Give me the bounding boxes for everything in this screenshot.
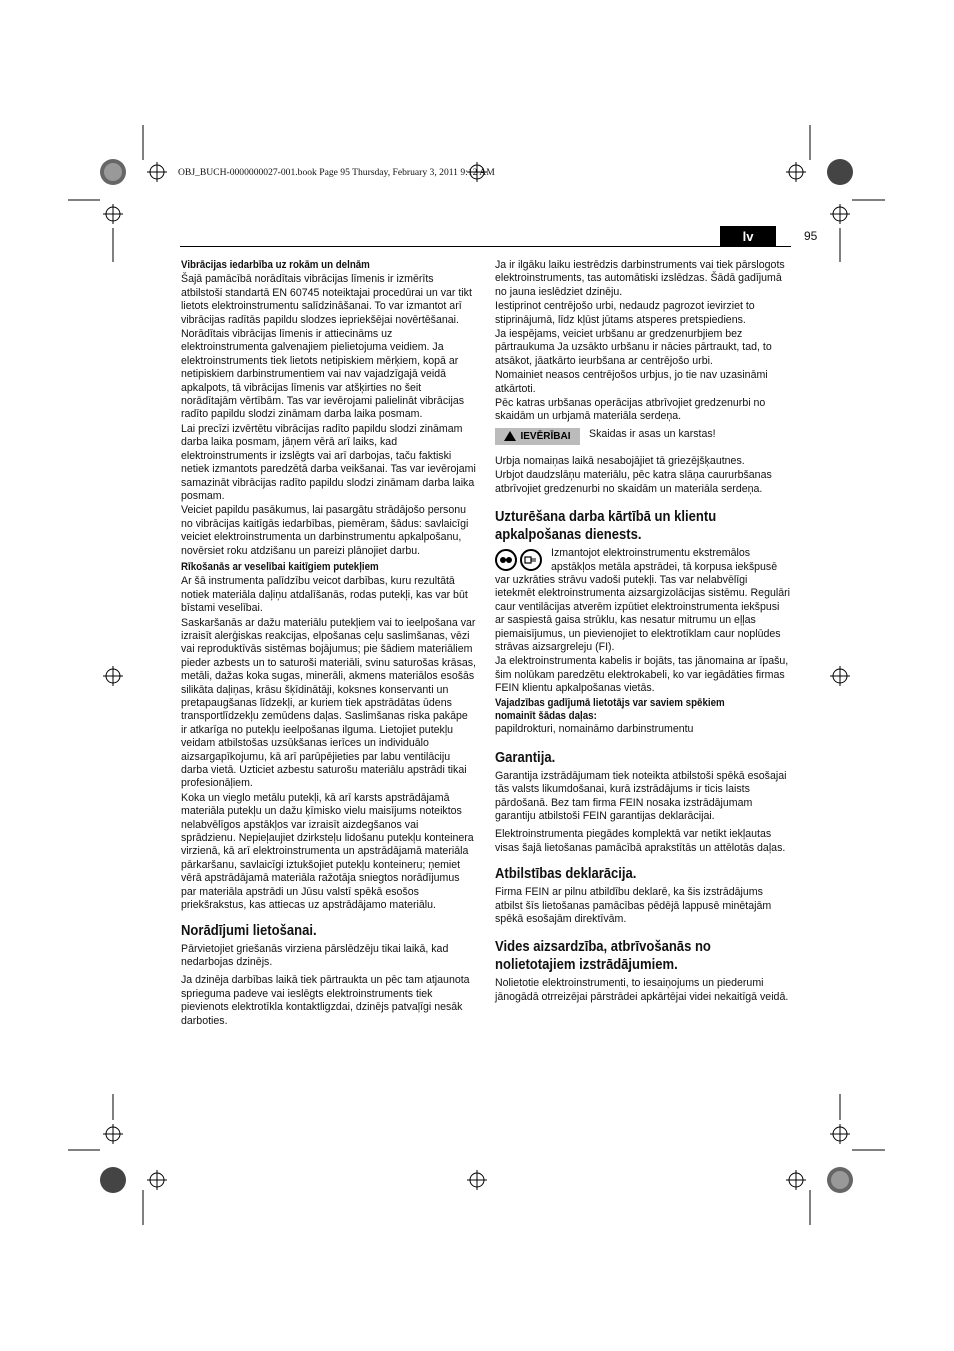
right-column	[495, 259, 790, 1005]
warranty-heading: Garantija.	[495, 749, 556, 766]
usage-heading: Norādījumi lietošanai.	[181, 922, 317, 939]
paragraph: Ja dzinēja darbības laikā tiek pārtraukta un pēc tam atjaunota sprieguma padeve vai ieslēgts elektroinstruments tiek pievienots elektrotīkla kontaktligzdai, dzinējs patvaļīgi nesāk darboties.	[181, 974, 470, 1027]
goggles-icon	[495, 549, 517, 571]
page-number: 95	[804, 229, 818, 243]
paragraph: Ar šā instrumenta palīdzību veicot darbības, kuru rezultātā notiek materiāla daļiņu atdalīšanās, rodas putekļi, kas var būt bīstami veselībai.	[181, 575, 468, 615]
left-column	[181, 259, 476, 1029]
paragraph: Koka un vieglo metālu putekļi, kā arī karsts apstrādājamā materiāla putekļu un dažu ķīmisko vielu maisījums noteiktos nelabvēlīgos apstākļos var izraisīt aizdegšanos vai sprādzienu. Nepieļaujiet dzirksteļu lidošanu putekļu konteinera virzienā, kā arī elektroinstrumenta un apstrādājamā materiāla pārkaršanu, savlaicīgi iztukšojiet putekļu konteineru; ņemiet vērā apstrādājamā materiāla ražotāja sniegtos norādījumus par materiāla apstrādi un Jūsu valstī spēkā esošos priekšrakstus, kas attiecas uz apstrādājamo materiālu.	[181, 791, 474, 912]
paragraph: Ja iespējams, veiciet urbšanu ar gredzenurbjiem bez pārtraukuma Ja uzsākto urbšanu ir nācies pārtraukt, tad, to atsākot, jāatkārto ieurbšana ar centrējošo urbi.	[495, 328, 772, 367]
paragraph: Urbjot daudzslāņu materiālu, pēc katra slāņa caururbšanas atbrīvojiet gredzenurbi no skaidām un materiāla serdeņa.	[495, 469, 772, 495]
paragraph: Garantija izstrādājumam tiek noteikta atbilstoši spēkā esošajai tās valsts likumdošanai, kurā izstrādājums ir ticis laists pārdošanā. Bez tam firma FEIN nosaka izstrādājumam garantiju atbilstoši FEIN garantijas deklarācijai.	[495, 769, 787, 822]
parts-heading-line1: Vajadzības gadījumā lietotājs var saviem spēkiem	[495, 696, 725, 709]
paragraph: Nolietotie elektroinstrumenti, to iesaiņojums un piederumi jānogādā otrreizējai pārstrādei apkārtējai videi nekaitīgā veidā.	[495, 977, 789, 1003]
safety-icons	[495, 549, 545, 571]
paragraph: Norādītais vibrācijas līmenis ir attiecināms uz elektroinstrumenta galvenajiem pielietojuma veidiem. Ja elektroinstruments tiek lietots netipiskiem mērķiem, kopā ar netipiskiem darbinstrumentiem vai nav vajadzīgajā veidā apkalpots, tā vibrācijas līmenis var atšķirties no šeit norādītajām vērtībām. Tas var ievērojami palielināt vibrācijas radīto papildu slodzi zināmam darba laika posmam.	[181, 328, 465, 421]
warning-triangle-icon	[504, 431, 516, 441]
paragraph: Iestiprinot centrējošo urbi, nedaudz pagrozot ievirziet to stiprinājumā, līdz kļūst jūtams atsperes pretspiediens.	[495, 300, 755, 326]
paragraph: Pēc katras urbšanas operācijas atbrīvojiet gredzenurbi no skaidām un urbjamā materiāla serdeņa.	[495, 397, 766, 423]
parts-heading-line2: nomainīt šādas daļas:	[495, 709, 597, 722]
language-tag: lv	[720, 226, 776, 246]
paragraph: papildrokturi, nomaināmo darbinstrumentu	[495, 723, 694, 736]
environment-heading-line2: nolietotajiem izstrādājumiem.	[495, 957, 678, 974]
paragraph: Elektroinstrumenta piegādes komplektā var netikt iekļautas visas šajā lietošanas pamācībā aprakstītās un attēlotās daļas.	[495, 828, 786, 854]
paragraph: Nomainiet neasos centrējošos urbjus, jo tie nav uzasināmi atkārtoti.	[495, 369, 768, 395]
warning-badge: IEVĒRĪBAI	[495, 428, 580, 445]
declaration-heading: Atbilstības deklarācija.	[495, 866, 637, 883]
paragraph: Ja ir ilgāku laiku iestrēdzis darbinstruments vai tiek pārslogots elektroinstruments, tas automātiski izslēdzas. Šādā gadījumā no jauna ieslēdziet dzinēju.	[495, 259, 785, 298]
vibration-heading: Vibrācijas iedarbība uz rokām un delnām	[181, 259, 370, 271]
paragraph: Veiciet papildu pasākumus, lai pasargātu strādājošo personu no vibrācijas kaitīgās iedarbības, piemēram, šādus: savlaicīgi veiciet elektroinstrumenta un darbinstrumentu apkalpošanu, novērsiet roku atdzišanu un pareizi plānojiet darbu.	[181, 504, 469, 557]
paragraph: Šajā pamācībā norādītais vibrācijas līmenis ir izmērīts atbilstoši standartā EN 60745 noteiktajai procedūrai un var tikt lietots elektroinstrumentu salīdzināšanai. To var izmantot arī vibrācijas radītās papildu slodzes iepriekšējai novērtēšanai.	[181, 273, 472, 326]
service-heading-line1: Uzturēšana darba kārtībā un klientu	[495, 509, 717, 526]
book-header: OBJ_BUCH-0000000027-001.book Page 95 Thursday, February 3, 2011 9:12 AM	[178, 167, 495, 178]
paragraph: Lai precīzi izvērtētu vibrācijas radīto papildu slodzi zināmam darba laika posmam, jāņem vērā arī laiks, kad elektroinstruments ir izslēgts vai arī darbojas, taču faktiski netiek izmantots paredzētā darba veikšanai. Tas var ievērojami samazināt vibrācijas radīto papildu slodzi zināmam darba laika posmam.	[181, 422, 476, 502]
service-heading-line2: apkalpošanas dienests.	[495, 527, 642, 544]
header-rule	[180, 246, 791, 247]
environment-heading-line1: Vides aizsardzība, atbrīvošanās no	[495, 939, 711, 956]
plug-icon	[520, 549, 542, 571]
paragraph: Firma FEIN ar pilnu atbildību deklarē, ka šis izstrādājums atbilst šīs lietošanas pamācības pēdējā lappusē minētajām spēkā esošajām direktīvām.	[495, 886, 772, 926]
warning-text: Skaidas ir asas un karstas!	[589, 427, 716, 440]
paragraph: Urbja nomaiņas laikā nesabojājiet tā griezējšķautnes.	[495, 454, 745, 467]
paragraph: Saskaršanās ar dažu materiālu putekļiem vai to ieelpošana var izraisīt alerģiskas reakcijas, elpošanas ceļu saslimšanas, vēzi vai reproduktīvās sistēmas bojājumus; pie šādiem materiāliem pieder azbests un to saturoši materiāli, svinu saturošas krāsas, metāli, dažas koka sugas, minerāli, akmens materiālos esošās silikāta daļiņas, krāsu šķīdinātāji, koksnes konservanti un pretapaugšanas līdzekļi, ar kuriem tiek apstrādātas ūdens transportlīdzekļu zemūdens daļas. Saslimšanas riska pakāpe ir atkarīga no putekļu ieelpošanas ilguma. Lietojiet putekļu veidam atbilstošas uzsūkšanas ierīces un individuālo aizsargapīkojumu, kā arī parūpējieties par labu ventilāciju darba vietā. Uzticiet azbestu saturošu materiālu apstrādi tikai profesionāļiem.	[181, 616, 476, 790]
paragraph: Izmantojot elektroinstrumentu ekstremālos apstākļos metāla apstrādei, tā korpusa iekšpusē var uzkrāties strāvu vadoši putekļi. Tas var nelabvēlīgi ietekmēt elektroinstrumenta aizsargizolācijas sistēmu. Regulāri caur ventilācijas atverēm izpūtiet elektroinstrumenta iekšpusi ar saspiestā gaisa strūklu, kas nesatur mitrumu un eļļas piemaisījumus, un pievienojiet to elektrotīklam caur noplūdes strāvas aizsargreleju (FI).	[495, 547, 790, 653]
dust-heading: Rīkošanās ar veselībai kaitīgiem putekļiem	[181, 560, 379, 573]
warning-notice	[495, 428, 790, 445]
paragraph: Pārvietojiet griešanās virziena pārslēdzēju tikai laikā, kad nedarbojas dzinējs.	[181, 942, 449, 968]
paragraph: Ja elektroinstrumenta kabelis ir bojāts, tas jānomaina ar īpašu, šim nolūkam paredzētu elektrokabeli, ko var iegādāties firmas FEIN klientu apkalpošanas vietās.	[495, 655, 789, 695]
